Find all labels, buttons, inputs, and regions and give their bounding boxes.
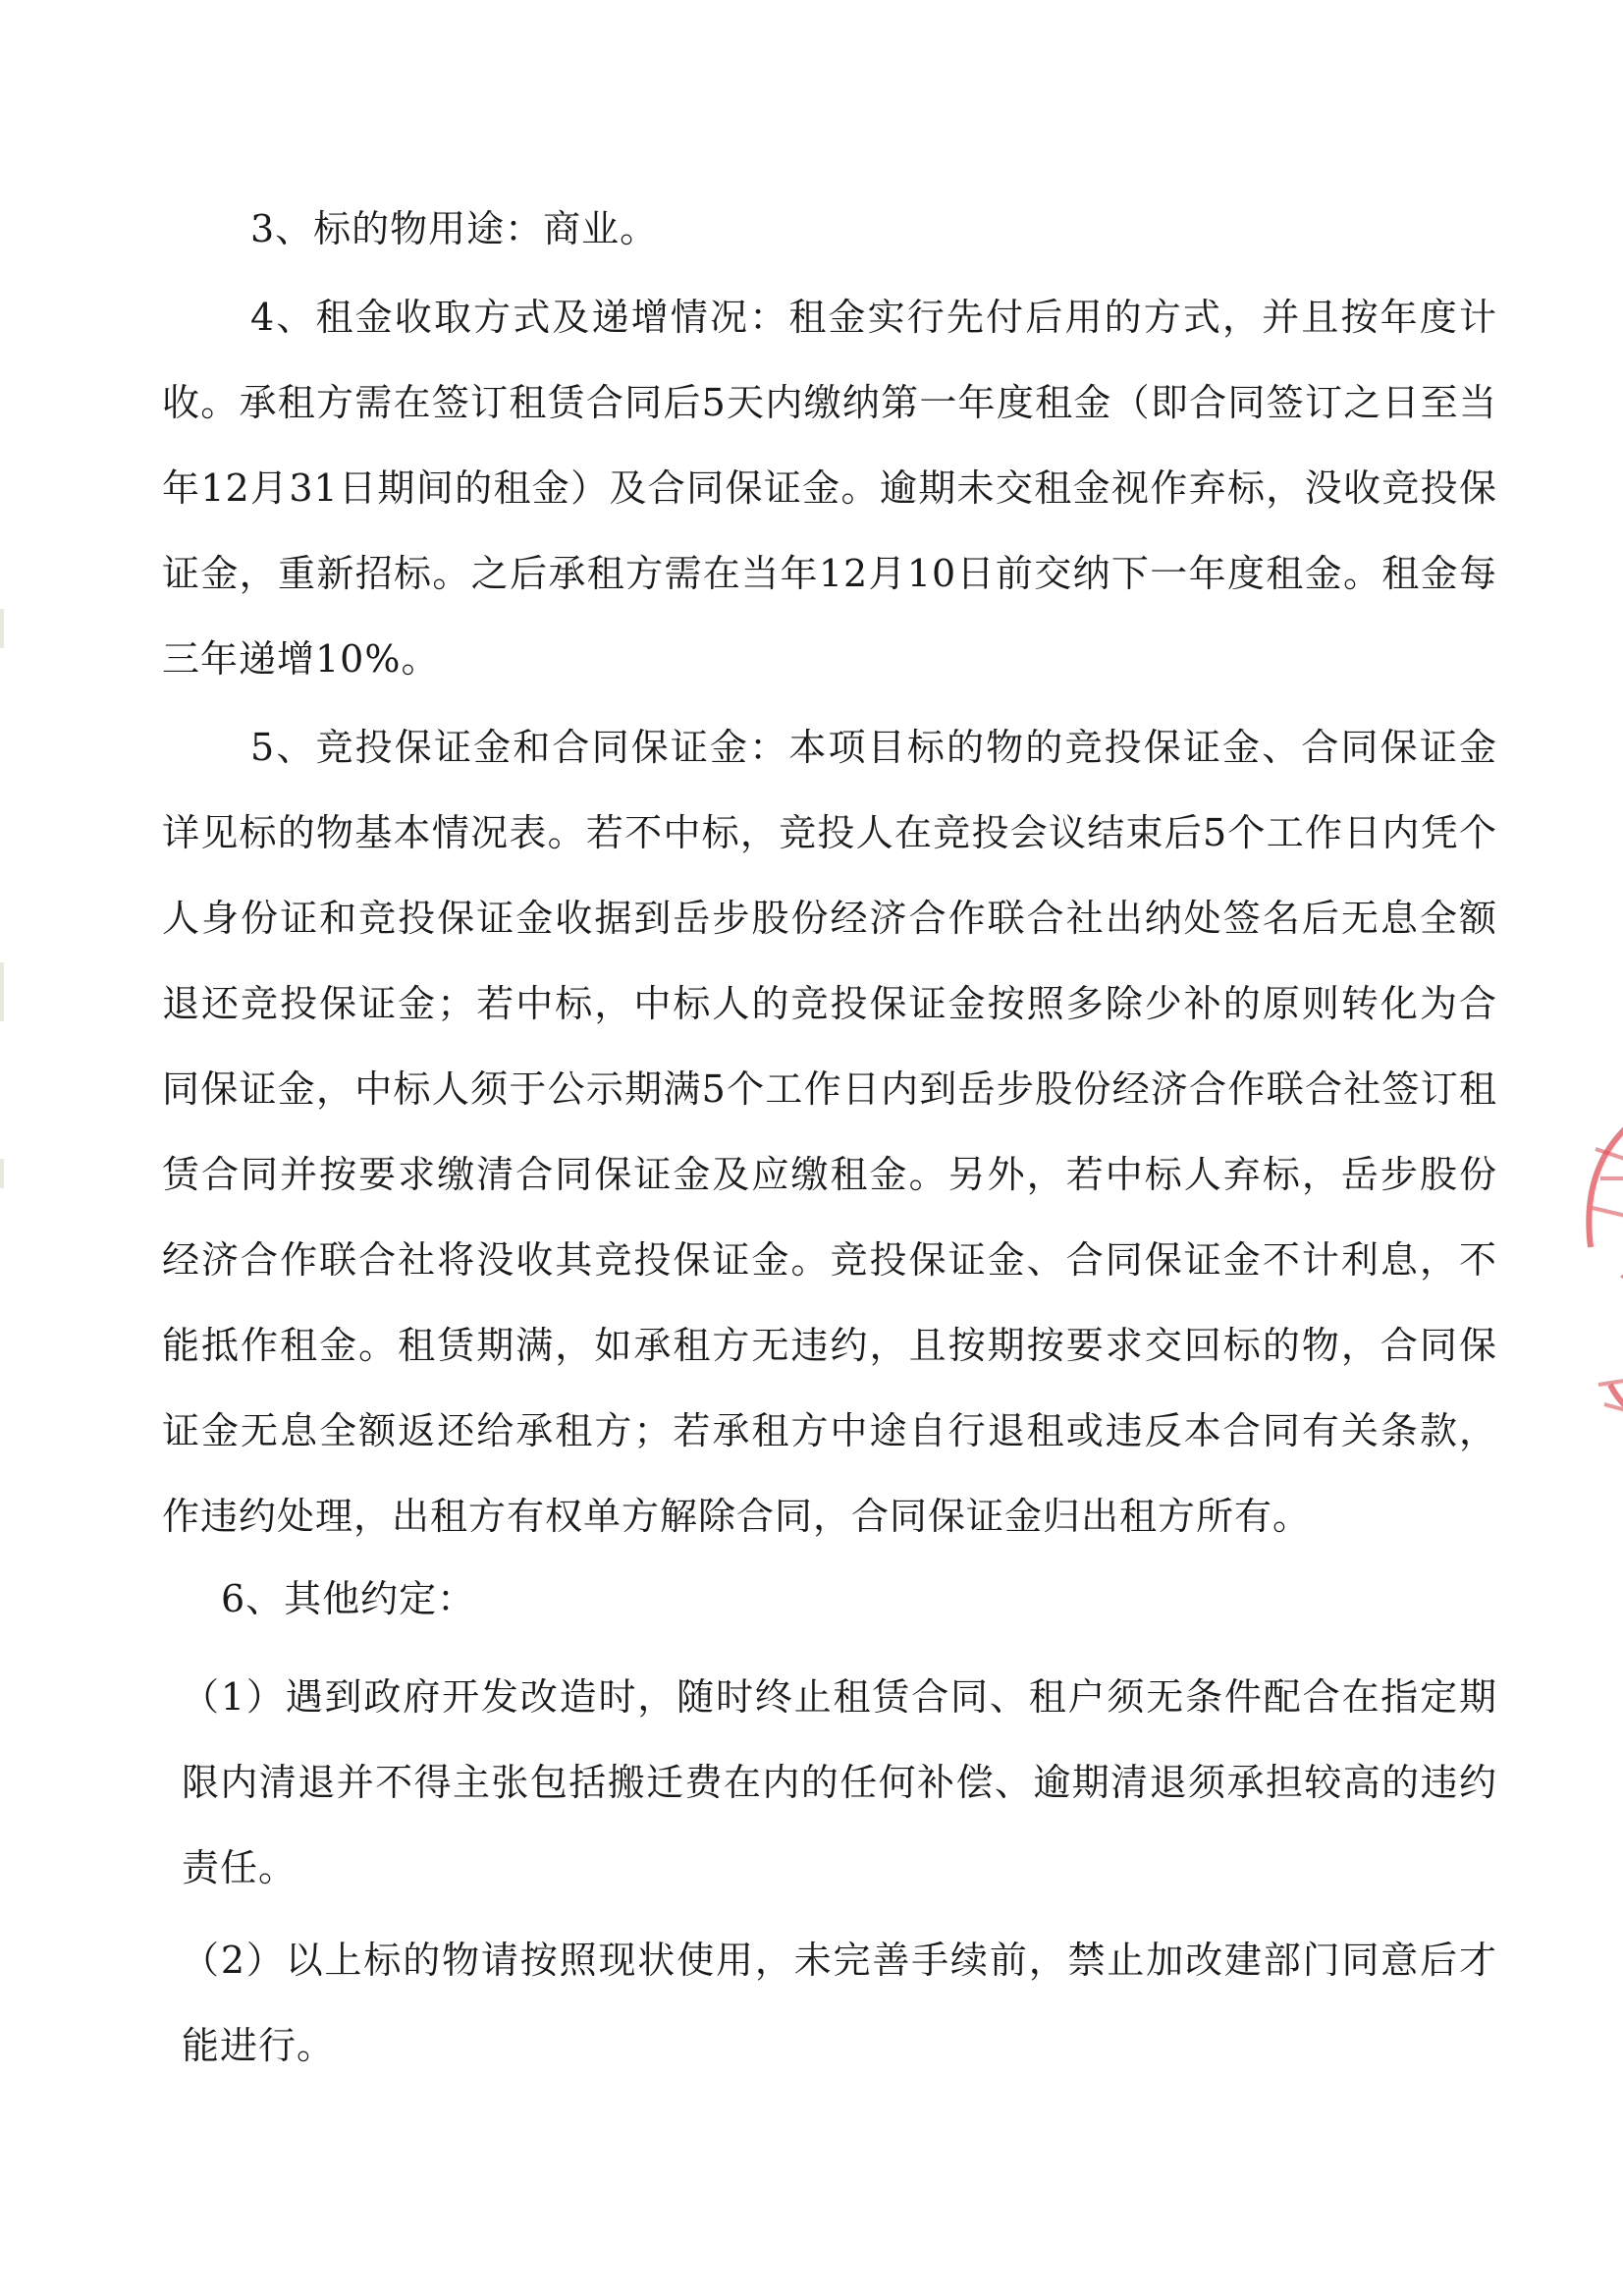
red-seal-stamp-icon [1571, 1110, 1623, 1434]
clause-6 [221, 1557, 1497, 1642]
clause-4 [162, 275, 1497, 702]
clause-6-text: 6、其他约定： [221, 1577, 476, 1620]
clause-3-text: 3、标的物用途：商业。 [250, 207, 659, 250]
clause-6-1-text: （1）遇到政府开发改造时，随时终止租赁合同、租户须无条件配合在指定期限内清退并不得主张包括搬迁费在内的任何补偿、逾期清退须承担较高的违约责任。 [182, 1675, 1497, 1889]
clause-6-2-text: （2）以上标的物请按照现状使用，未完善手续前，禁止加改建部门同意后才能进行。 [182, 1939, 1497, 2067]
clause-4-text: 4、租金收取方式及递增情况：租金实行先付后用的方式，并且按年度计收。承租方需在签订租赁合同后5天内缴纳第一年度租金（即合同签订之日至当年12月31日期间的租金）及合同保证金。逾期未交租金视作弃标，没收竞投保证金，重新招标。之后承租方需在当年12月10日前交纳下一年度租金。租金每三年递增10%。 [162, 296, 1497, 681]
clause-6-1 [182, 1655, 1497, 1911]
scan-edge-mark [0, 1159, 4, 1188]
clause-5 [162, 705, 1497, 1559]
clause-5-text: 5、竞投保证金和合同保证金：本项目标的物的竞投保证金、合同保证金详见标的物基本情况表。若不中标，竞投人在竞投会议结束后5个工作日内凭个人身份证和竞投保证金收据到岳步股份经济合作联合社出纳处签名后无息全额退还竞投保证金；若中标，中标人的竞投保证金按照多除少补的原则转化为合同保证金，中标人须于公示期满5个工作日内到岳步股份经济合作联合社签订租赁合同并按要求缴清合同保证金及应缴租金。另外，若中标人弃标，岳步股份经济合作联合社将没收其竞投保证金。竞投保证金、合同保证金不计利息，不能抵作租金。租赁期满，如承租方无违约，且按期按要求交回标的物，合同保证金无息全额返还给承租方；若承租方中途自行退租或违反本合同有关条款，作违约处理，出租方有权单方解除合同，合同保证金归出租方所有。 [162, 726, 1497, 1538]
scan-edge-mark [0, 962, 4, 1021]
scan-edge-mark [0, 609, 4, 648]
clause-6-2 [182, 1918, 1497, 2089]
clause-3 [250, 187, 1497, 272]
